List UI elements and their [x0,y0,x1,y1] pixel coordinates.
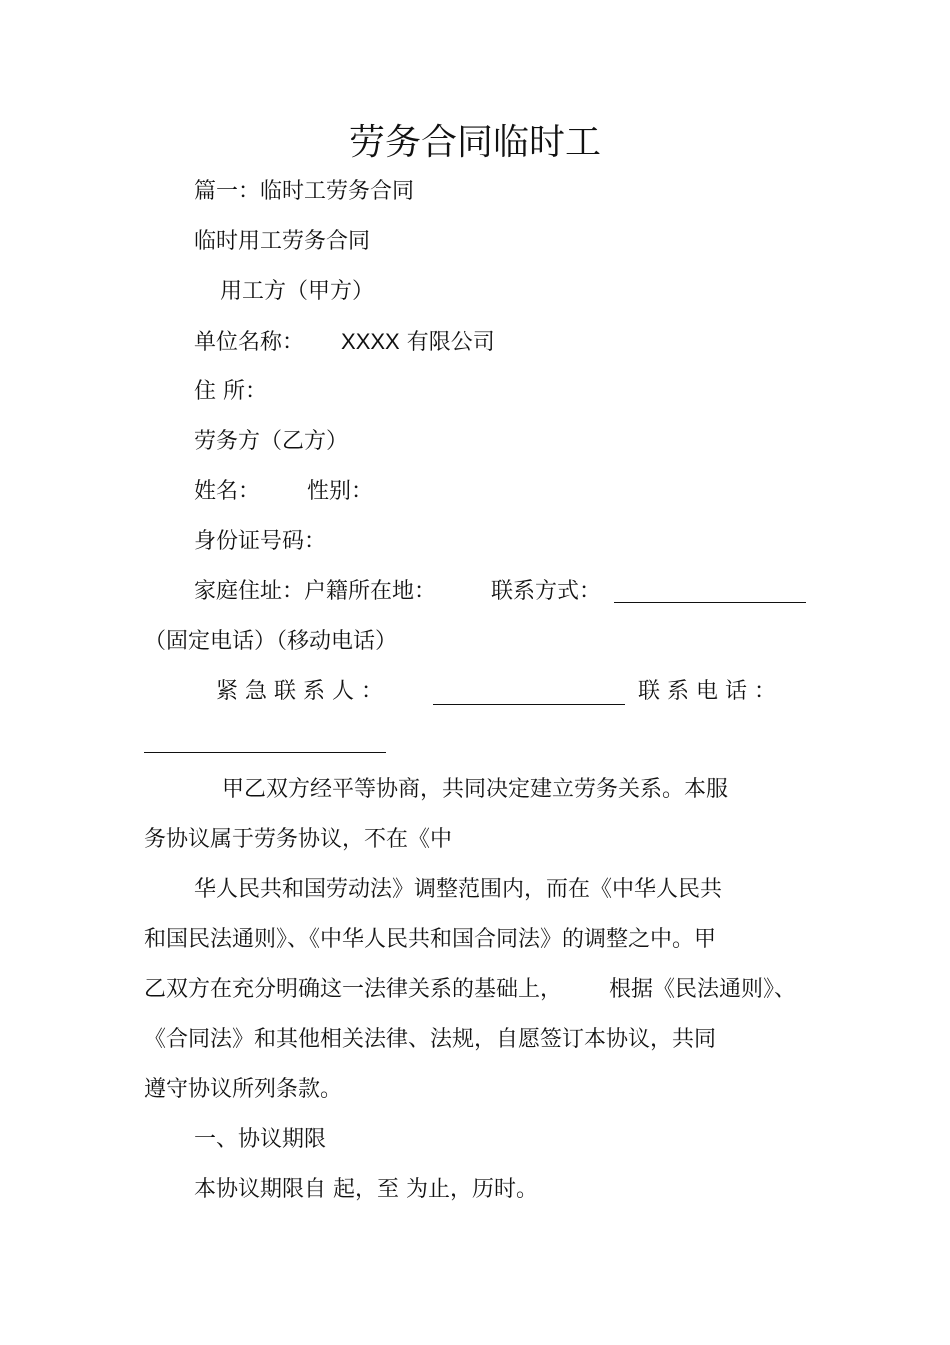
contact-method-label: 联系方式： [491,579,602,604]
contract-subtitle: 临时用工劳务合同 [194,229,371,254]
preamble-line-4: 和国民法通则》、《中华人民共和国合同法》的调整之中。甲 [144,927,717,952]
phone-type-line: （固定电话）（移动电话） [144,629,398,654]
preamble-line-1: 甲乙双方经平等协商，共同决定建立劳务关系。本服 [222,777,729,802]
section-heading-part-one: 篇一：临时工劳务合同 [194,179,415,204]
preamble-line-3: 华人民共和国劳动法》调整范围内，而在《中华人民共 [194,877,723,902]
emergency-phone-blank [144,730,386,753]
preamble-line-5 [144,976,796,1004]
preamble-line-7: 遵守协议所列条款。 [144,1077,343,1102]
name-label: 姓名： [194,479,261,504]
gender-label: 性别： [307,479,374,504]
home-address-line [194,578,601,606]
preamble-line-6: 《合同法》和其他相关法律、法规，自愿签订本协议，共同 [144,1027,717,1052]
employer-name-line [194,328,495,357]
name-gender-line [194,478,373,506]
address-label: 住 所： [194,379,267,404]
section-term-heading: 一、协议期限 [194,1127,327,1152]
id-number-label: 身份证号码： [194,529,327,554]
preamble-line-5b: 根据《民法通则》、 [609,977,797,1002]
party-a-heading: 用工方（甲方） [220,279,375,304]
document-title: 劳务合同临时工 [348,122,601,163]
preamble-line-2: 务协议属于劳务协议，不在《中 [144,827,453,852]
term-text: 本协议期限自 起，至 为止，历时。 [194,1177,538,1202]
emergency-contact-blank [433,682,625,705]
employer-name-suffix: 有限公司 [406,330,495,355]
employer-name-value: XXXX [341,329,400,354]
home-address-label: 家庭住址：户籍所在地： [194,579,437,604]
party-b-heading: 劳务方（乙方） [194,429,349,454]
emergency-contact-label: 紧 急 联 系 人 ： [216,679,383,704]
preamble-line-5a: 乙双方在充分明确这一法律关系的基础上， [144,977,563,1002]
employer-name-label: 单位名称： [194,330,305,355]
contact-method-blank [614,580,806,603]
emergency-phone-label: 联 系 电 话 ： [638,679,776,704]
